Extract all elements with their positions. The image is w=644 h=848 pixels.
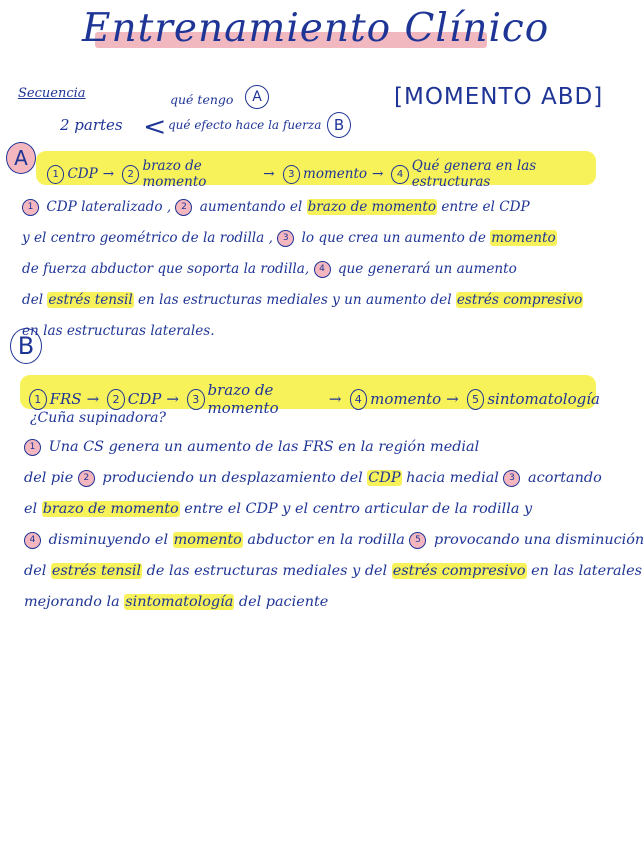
- arrow-icon: →: [86, 390, 100, 408]
- less-than-bracket: <: [143, 111, 167, 142]
- sequence-a-step-4-label: Qué genera en las estructuras: [411, 158, 537, 190]
- secuencia-heading: Secuencia: [18, 86, 86, 101]
- section-b-line-2: [24, 463, 602, 494]
- part-b-circle: B: [327, 112, 351, 138]
- arrow-icon: →: [446, 390, 459, 408]
- text-segment: Una CS genera un aumento de las FRS en la región medial: [44, 439, 480, 455]
- step-number-badge: 3: [503, 470, 520, 487]
- text-segment: del: [24, 563, 51, 579]
- step-number-badge: 2: [175, 199, 192, 216]
- highlighted-term: momento: [173, 532, 242, 548]
- dos-partes-label: 2 partes: [60, 116, 123, 134]
- text-segment: hacia medial: [401, 470, 504, 486]
- section-a-line-5: [22, 316, 597, 347]
- momento-abd-label: [MOMENTO ABD]: [394, 84, 604, 110]
- sequence-b-step-3-label: brazo de momento: [207, 381, 279, 417]
- section-a-paragraph: [22, 192, 597, 347]
- sequence-a-step-1-label: CDP: [67, 166, 98, 182]
- highlighted-term: estrés compresivo: [456, 292, 583, 308]
- section-b-line-5: [24, 556, 643, 587]
- section-a-line-1: [22, 192, 597, 223]
- text-segment: produciendo un desplazamiento del: [97, 470, 368, 486]
- page-title: Entrenamiento Clínico: [82, 6, 550, 51]
- section-a-line-2: [22, 223, 597, 254]
- part-a-circle: A: [245, 85, 269, 109]
- sequence-a-step-2-number: 2: [122, 165, 139, 184]
- text-segment: abductor en la rodilla: [242, 532, 410, 548]
- highlighted-term: momento: [491, 230, 556, 246]
- section-b-line-4: [24, 525, 644, 556]
- highlighted-term: estrés tensil: [48, 292, 133, 308]
- sequence-a-step-3-label: momento: [303, 166, 367, 182]
- section-a-line-4: [22, 285, 597, 316]
- sequence-a-step-3-number: 3: [283, 165, 300, 184]
- arrow-icon: →: [166, 390, 179, 408]
- text-segment: de las estructuras mediales y del: [142, 563, 392, 579]
- sequence-b-step-1-label: FRS: [49, 390, 82, 408]
- sequence-b-step-2-label: CDP: [127, 390, 162, 408]
- text-segment: en las laterales: [526, 563, 643, 579]
- text-segment: disminuyendo el: [44, 532, 173, 548]
- sequence-b-step-3-number: 3: [187, 389, 205, 410]
- step-number-badge: 1: [22, 199, 39, 216]
- sequence-a: [44, 158, 600, 190]
- text-segment: aumentando el: [195, 199, 307, 215]
- text-segment: en las estructuras mediales y un aumento del: [133, 292, 456, 308]
- text-segment: entre el CDP y el centro articular de la rodilla y: [179, 501, 533, 517]
- text-segment: y el centro geométrico de la rodilla ,: [22, 230, 278, 246]
- arrow-icon: →: [263, 166, 275, 182]
- sequence-b-step-5-label: sintomatología: [487, 390, 600, 408]
- section-b-line-3: [24, 494, 599, 525]
- section-a-marker: A: [6, 142, 36, 174]
- step-number-badge: 2: [78, 470, 95, 487]
- text-segment: de fuerza abductor que soporta la rodilla,: [22, 261, 314, 277]
- section-a-line-3: [22, 254, 597, 285]
- section-b-marker: B: [10, 328, 42, 364]
- text-segment: el: [24, 501, 42, 517]
- sequence-b-step-5-number: 5: [467, 389, 485, 410]
- text-segment: que generará un aumento: [333, 261, 517, 277]
- part-b-text: qué efecto hace la fuerza: [168, 118, 322, 132]
- section-b-paragraph: [24, 432, 644, 618]
- sequence-b-step-4-number: 4: [350, 389, 368, 410]
- highlighted-term: CDP: [368, 470, 401, 486]
- text-segment: del: [22, 292, 48, 308]
- highlighted-term: estrés compresivo: [392, 563, 526, 579]
- step-number-badge: 4: [314, 261, 331, 278]
- sequence-b-step-2-number: 2: [107, 389, 125, 410]
- step-number-badge: 3: [277, 230, 294, 247]
- text-segment: mejorando la: [24, 594, 125, 610]
- text-segment: en las estructuras laterales.: [22, 323, 215, 339]
- text-segment: del pie: [24, 470, 78, 486]
- sequence-a-step-2-label: brazo de momento: [142, 158, 207, 190]
- text-segment: acortando: [523, 470, 602, 486]
- text-segment: lo que crea un aumento de: [297, 230, 491, 246]
- sequence-b-step-1-number: 1: [29, 389, 47, 410]
- text-segment: entre el CDP: [437, 199, 530, 215]
- sequence-a-step-1-number: 1: [47, 165, 64, 184]
- arrow-icon: →: [328, 390, 342, 408]
- arrow-icon: →: [102, 166, 114, 182]
- section-b-line-1: [24, 432, 599, 463]
- highlighted-term: brazo de momento: [307, 199, 437, 215]
- sequence-a-step-4-number: 4: [391, 165, 408, 184]
- text-segment: provocando una disminución: [429, 532, 644, 548]
- highlighted-term: estrés tensil: [51, 563, 142, 579]
- text-segment: del paciente: [234, 594, 329, 610]
- section-b-line-6: [24, 587, 599, 618]
- text-segment: CDP lateralizado ,: [42, 199, 176, 215]
- supinadora-question: ¿Cuña supinadora?: [30, 410, 166, 426]
- sequence-b-step-4-label: momento: [370, 390, 442, 408]
- part-a-text: qué tengo: [170, 92, 234, 107]
- highlighted-term: brazo de momento: [42, 501, 179, 517]
- step-number-badge: 4: [24, 532, 41, 549]
- arrow-icon: →: [372, 166, 384, 182]
- highlighted-term: sintomatología: [125, 594, 234, 610]
- step-number-badge: 5: [409, 532, 426, 549]
- step-number-badge: 1: [24, 439, 41, 456]
